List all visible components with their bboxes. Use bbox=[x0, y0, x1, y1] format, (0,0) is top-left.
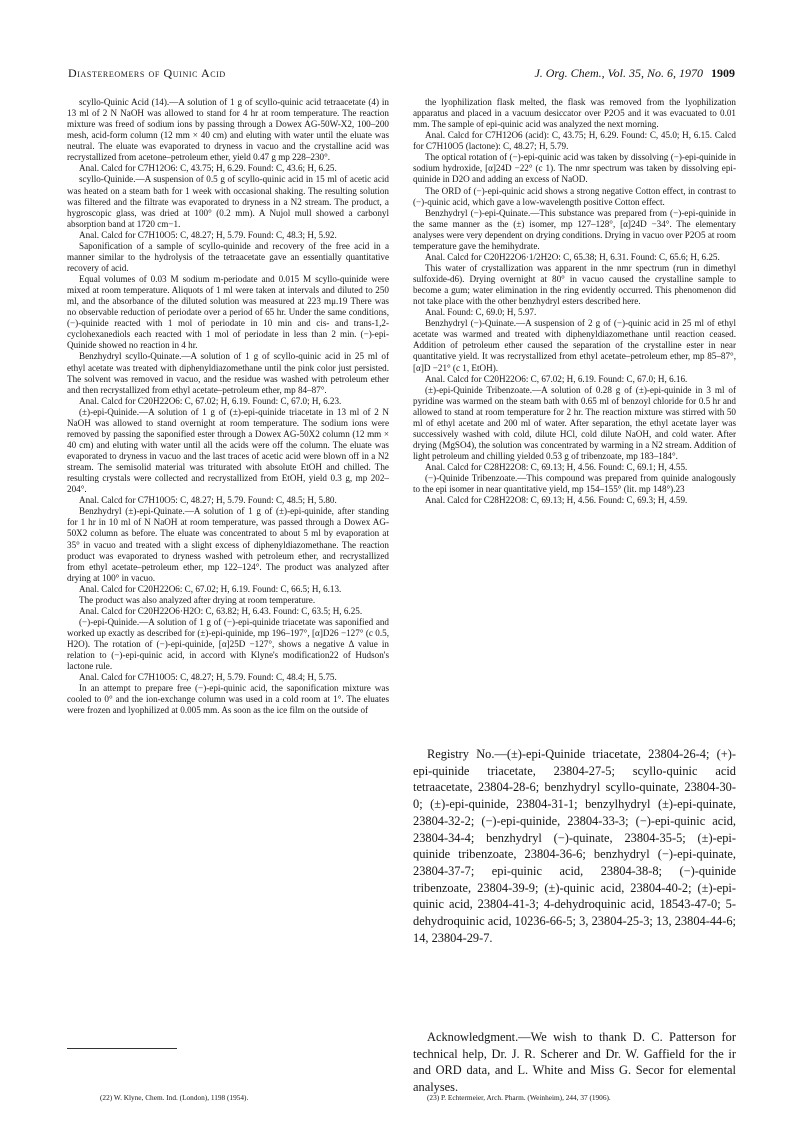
paragraph: Saponification of a sample of scyllo-quinide and recovery of the free acid in a manner similar to the hydrolysis of the tetraacetate gave an essentially quantitative recovery of acid. bbox=[67, 240, 389, 273]
paragraph: Benzhydryl (±)-epi-Quinate.—A solution of 1 g of (±)-epi-quinide, after standing for 1 hr in 10 ml of N NaOH at room temperature, was passed through a Dowex AG-50X2 column as before. The eluate was concentrated to about 5 ml by evaporation at 35° in vacuo and treated with a slight excess of diphenyldiazomethane. The reaction product was evaporated to dryness washed with petroleum ether, and recrystallized from ethyl acetate–petroleum ether, mp 122–124°. The product was analyzed after drying at 100° in vacuo. bbox=[67, 506, 389, 583]
footnote-23: (23) P. Echtermeier, Arch. Pharm. (Weinheim), 244, 37 (1906). bbox=[427, 1093, 611, 1102]
paragraph: Anal. Calcd for C7H12O6: C, 43.75; H, 6.29. Found: C, 43.6; H, 6.25. bbox=[79, 163, 337, 174]
paragraph: (−)-epi-Quinide.—A solution of 1 g of (−)-epi-quinide triacetate was saponified and worked up exactly as described for (±)-epi-quinide, mp 196–197°, [α]D26 −127° (c 0.5, H2O). The rotation of (−)-epi-quinide, [α]25D −127°, shows a negative Δ value in relation to (−)-epi-quinic acid, in accord with Klyne's modification22 of Hudson's lactone rule. bbox=[67, 616, 389, 672]
paragraph: The optical rotation of (−)-epi-quinic acid was taken by dissolving (−)-epi-quinide in sodium hydroxide, [α]24D −22° (c 1). The nmr spectrum was taken by dissolving epi-quinide in D2O and adding an excess of NaOD. bbox=[413, 152, 736, 185]
paragraph: Benzhydryl scyllo-Quinate.—A solution of 1 g of scyllo-quinic acid in 25 ml of ethyl acetate was treated with diphenyldiazomethane until the pink color just persisted. The solvent was removed in vacuo, and the residue was washed with petroleum ether and then recrystallized from ethyl acetate–petroleum ether, mp 84–87°. bbox=[67, 351, 389, 395]
journal-citation bbox=[534, 66, 735, 81]
paragraph: the lyophilization flask melted, the flask was removed from the lyophilization apparatus and placed in a vacuum desiccator over P2O5 and it was evacuated to 0.01 mm. The sample of epi-quinic acid was analyzed the next morning. bbox=[413, 97, 736, 130]
paragraph: Anal. Calcd for C28H22O8: C, 69.13; H, 4.56. Found: C, 69.1; H, 4.55. bbox=[425, 462, 688, 473]
paragraph: Anal. Calcd for C7H12O6 (acid): C, 43.75; H, 6.29. Found: C, 45.0; H, 6.15. Calcd for C7H10O5 (lactone): C, 48.27; H, 5.79. bbox=[413, 130, 736, 152]
paragraph: Benzhydryl (−)-Quinate.—A suspension of 2 g of (−)-quinic acid in 25 ml of ethyl acetate was warmed and treated with diphenyldiazomethane until reaction ceased. Addition of petroleum ether caused the separation of the crystalline ester in near quantitative yield. It was recrystallized from ethyl acetate–petroleum ether, mp 85–87°, [α]D −21° (c 1, EtOH). bbox=[413, 318, 736, 373]
acknowledgment-section bbox=[413, 1029, 736, 1096]
registry-section bbox=[413, 746, 736, 946]
paragraph: Anal. Calcd for C28H22O8: C, 69.13; H, 4.56. Found: C, 69.3; H, 4.59. bbox=[425, 495, 688, 506]
footnote-rule bbox=[67, 1048, 177, 1049]
right-text-column bbox=[413, 97, 736, 506]
paragraph: Anal. Calcd for C7H10O5: C, 48.27; H, 5.79. Found: C, 48.5; H, 5.80. bbox=[79, 495, 337, 506]
paragraph: In an attempt to prepare free (−)-epi-quinic acid, the saponification mixture was cooled to 0° and the ion-exchange column was used in a cold room at 1°. The eluates were frozen and lyophilized at 0.005 mm. As soon as the ice film on the outside of bbox=[67, 683, 389, 716]
left-text-column bbox=[67, 97, 389, 717]
paragraph: (±)-epi-Quinide Tribenzoate.—A solution of 0.28 g of (±)-epi-quinide in 3 ml of pyridine was warmed on the steam bath with 0.65 ml of benzoyl chloride for 0.5 hr and allowed to stand at room temperature for 2 hr. The reaction mixture was stirred with 50 ml of ethyl acetate and 200 ml of water. After separation, the ethyl acetate layer was successively washed with cold, dilute HCl, cold dilute NaOH, and cold water. After drying (MgSO4), the solution was concentrated by warming in a N2 stream. Addition of light petroleum and chilling yielded 0.53 g of tribenzoate, mp 183–184°. bbox=[413, 384, 736, 461]
paragraph: Anal. Found: C, 69.0; H, 5.97. bbox=[425, 307, 537, 318]
running-title: Diastereomers of Quinic Acid bbox=[68, 66, 226, 80]
paragraph: This water of crystallization was apparent in the nmr spectrum (run in dimethyl sulfoxide-d6). Drying overnight at 80° in vacuo caused the crystalline sample to become a gum; water elimination in the ring evidently occurred. This phenomenon did not take place with the other benzhydryl esters described here. bbox=[413, 262, 736, 307]
paragraph: (−)-Quinide Tribenzoate.—This compound was prepared from quinide analogously to the epi isomer in near quantitative yield, mp 154–155° (lit. mp 148°).23 bbox=[413, 473, 736, 495]
paragraph: Equal volumes of 0.03 M sodium m-periodate and 0.015 M scyllo-quinide were mixed at room temperature. Aliquots of 1 ml were taken at intervals and diluted to 250 ml, and the absorbance of the diluted solution was measured at 223 mμ.19 There was no observable reduction of periodate over a period of 65 hr. Under the same conditions, (−)-quinide reacted with 1 mol of periodate in 10 min and cis- and trans-1,2-cyclohexanediols each reacted with 1 mol of periodate in less than 2 min. (−)-epi-Quinide showed no reaction in 4 hr. bbox=[67, 274, 389, 351]
paragraph: Anal. Calcd for C7H10O5: C, 48.27; H, 5.79. Found: C, 48.4; H, 5.75. bbox=[79, 672, 337, 683]
paragraph: Anal. Calcd for C20H22O6: C, 67.02; H, 6.19. Found: C, 66.5; H, 6.13. bbox=[79, 583, 342, 594]
journal-name: J. Org. Chem., Vol. 35, No. 6, 1970 bbox=[534, 66, 703, 80]
footnote-22: (22) W. Klyne, Chem. Ind. (London), 1198 (1954). bbox=[100, 1093, 249, 1102]
paragraph: Anal. Calcd for C20H22O6: C, 67.02; H, 6.19. Found: C, 67.0; H, 6.16. bbox=[425, 373, 688, 384]
paragraph: (±)-epi-Quinide.—A solution of 1 g of (±)-epi-quinide triacetate in 13 ml of 2 N NaOH was allowed to stand overnight at room temperature. The sodium ions were removed by passing the saponified ester through a Dowex AG-50X2 column (12 mm × 40 cm) and eluting with water until all the acids were off the column. The eluate was evaporated to dryness in vacuo and the last traces of acetic acid were blown off in a N2 stream. The semisolid material was triturated with absolute EtOH and chilled. The resulting crystals were collected and recrystallized from EtOH, yield 0.3 g, mp 202–204°. bbox=[67, 406, 389, 495]
page-number: 1909 bbox=[711, 66, 735, 80]
paragraph: scyllo-Quinic Acid (14).—A solution of 1 g of scyllo-quinic acid tetraacetate (4) in 13 ml of 2 N NaOH was allowed to stand for 4 hr at room temperature. The reaction mixture was freed of sodium ions by passing through a Dowex AG-50W-X2, 100–200 mesh, acid-form column (12 mm × 40 cm) and eluting with water until the eluate was neutral. The eluate was evaporated to dryness in vacuo and the crystalline acid was recrystallized from acetone–petroleum ether, yield 0.47 g mp 228–230°. bbox=[67, 97, 389, 163]
acknowledgment-text: Acknowledgment.—We wish to thank D. C. Patterson for technical help, Dr. J. R. Scherer and Dr. W. Gaffield for the ir and ORD data, and L. White and Miss G. Secor for elemental analyses. bbox=[413, 1030, 736, 1095]
paragraph: Anal. Calcd for C20H22O6·1/2H2O: C, 65.38; H, 6.31. Found: C, 65.6; H, 6.25. bbox=[425, 251, 720, 262]
paragraph: Anal. Calcd for C20H22O6·H2O: C, 63.82; H, 6.43. Found: C, 63.5; H, 6.25. bbox=[79, 605, 363, 616]
paragraph: scyllo-Quinide.—A suspension of 0.5 g of scyllo-quinic acid in 15 ml of acetic acid was heated on a steam bath for 1 week with occasional shaking. The resulting solution was filtered and the filtrate was evaporated to dryness in a N2 stream. The product, a hygroscopic glass, was dried at 100° (0.2 mm). A Nujol mull showed a carbonyl absorption band at 1720 cm−1. bbox=[67, 174, 389, 229]
registry-numbers: Registry No.—(±)-epi-Quinide triacetate, 23804-26-4; (+)-epi-quinide triacetate, 23804-27-5; scyllo-quinic acid tetraacetate, 23804-28-6; benzhydryl scyllo-quinate, 23804-30-0; (±)-epi-quinide, 23804-31-1; benzylhydryl (±)-epi-quinate, 23804-32-2; (−)-epi-quinide, 23804-33-3; (−)-epi-quinic acid, 23804-34-4; benzhydryl (−)-quinate, 23804-35-5; (±)-epi-quinide tribenzoate, 23804-36-6; benzhydryl (−)-epi-quinate, 23804-37-7; epi-quinic acid, 23804-38-8; (−)-quinide tribenzoate, 23804-39-9; (±)-quinic acid, 23804-40-2; (±)-epi-quinic acid, 23804-41-3; 4-dehydroquinic acid, 18543-47-0; 5-dehydroquinic acid, 10236-66-5; 3, 23804-25-3; 13, 23804-44-6; 14, 23804-29-7. bbox=[413, 747, 736, 945]
paragraph: Anal. Calcd for C20H22O6: C, 67.02; H, 6.19. Found: C, 67.0; H, 6.23. bbox=[79, 395, 342, 406]
paragraph: The ORD of (−)-epi-quinic acid shows a strong negative Cotton effect, in contrast to (−)-quinic acid, which gave a low-wavelength positive Cotton effect. bbox=[413, 185, 736, 207]
running-header bbox=[68, 66, 735, 82]
paragraph: Benzhydryl (−)-epi-Quinate.—This substance was prepared from (−)-epi-quinide in the same manner as the (±) isomer, mp 127–128°, [α]24D −34°. The elementary analyses were very dependent on drying conditions. Drying in vacuo over P2O5 at room temperature gave the hemihydrate. bbox=[413, 207, 736, 251]
paragraph: The product was also analyzed after drying at room temperature. bbox=[79, 594, 316, 605]
paragraph: Anal. Calcd for C7H10O5: C, 48.27; H, 5.79. Found: C, 48.3; H, 5.92. bbox=[79, 229, 337, 240]
